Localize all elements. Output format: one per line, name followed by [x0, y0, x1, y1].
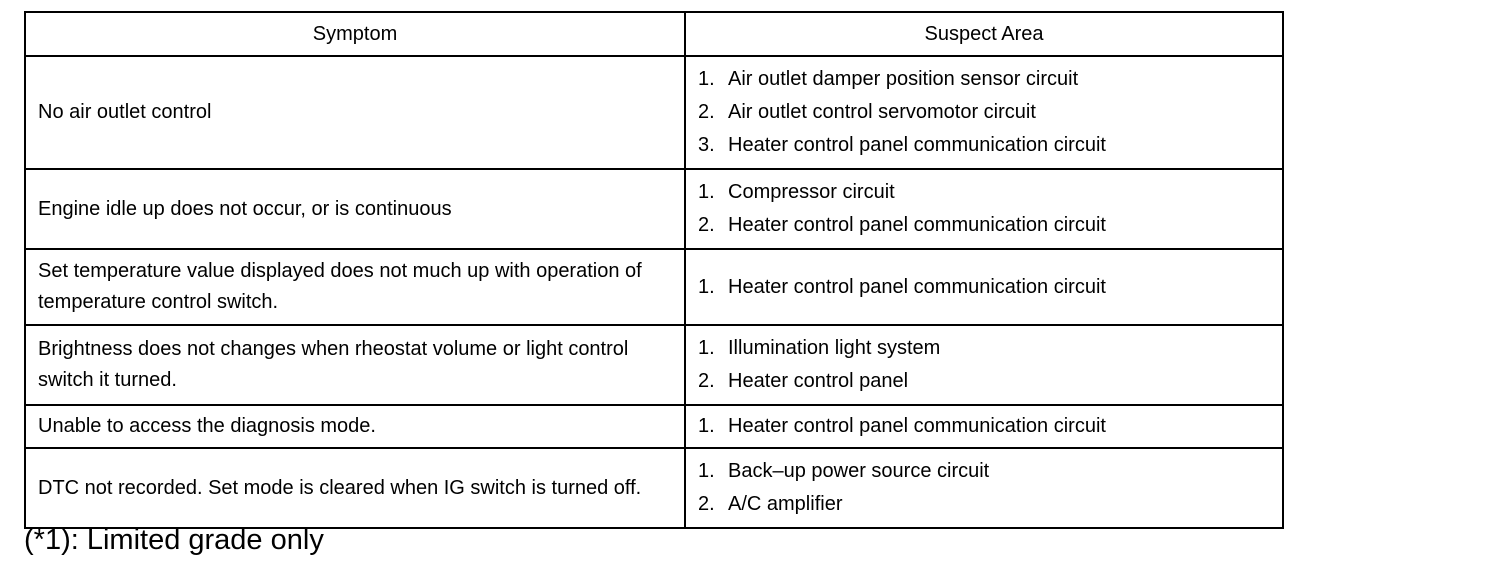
symptom-cell: [25, 405, 685, 448]
item-text: Back–up power source circuit: [728, 460, 990, 482]
table-row: [25, 405, 1283, 448]
table-header-row: [25, 12, 1283, 56]
list-item: [698, 271, 1270, 304]
item-number: 1.: [698, 275, 715, 298]
item-number: 2.: [698, 214, 715, 236]
header-symptom: Symptom: [25, 12, 685, 56]
item-text: Heater control panel communication circuit: [728, 134, 1106, 156]
list-item: [698, 455, 1270, 488]
item-text: A/C amplifier: [728, 493, 843, 515]
item-number: 2.: [698, 493, 715, 515]
table-row: [25, 325, 1283, 405]
suspect-list: [698, 326, 1270, 404]
suspect-area-cell: [685, 56, 1283, 169]
symptom-cell: [25, 249, 685, 325]
item-text: Air outlet control servomotor circuit: [728, 101, 1036, 123]
list-item: [698, 176, 1270, 209]
list-item: [698, 129, 1270, 162]
item-number: 1.: [698, 181, 715, 203]
item-number: 1.: [698, 460, 715, 482]
suspect-area-cell: [685, 405, 1283, 448]
item-number: 1.: [698, 415, 715, 437]
suspect-list: [698, 449, 1270, 527]
symptom-text: DTC not recorded. Set mode is cleared when IG switch is turned off.: [38, 476, 642, 499]
symptom-cell: [25, 448, 685, 528]
footnote: (*1): Limited grade only: [24, 524, 324, 556]
list-item: [698, 410, 1270, 443]
list-item: [698, 488, 1270, 521]
item-text: Heater control panel communication circuit: [728, 275, 1106, 298]
symptom-text: Set temperature value displayed does not much up with operation of temperature control switch.: [38, 260, 642, 313]
header-suspect-area: Suspect Area: [685, 12, 1283, 56]
table-row: [25, 169, 1283, 249]
list-item: [698, 96, 1270, 129]
item-number: 1.: [698, 337, 715, 359]
suspect-list: [698, 410, 1270, 443]
symptom-table: [24, 11, 1284, 529]
suspect-area-cell: [685, 249, 1283, 325]
list-item: [698, 63, 1270, 96]
symptom-cell: [25, 325, 685, 405]
suspect-area-cell: [685, 448, 1283, 528]
item-text: Air outlet damper position sensor circuit: [728, 68, 1079, 90]
suspect-list: [698, 265, 1270, 310]
symptom-text: No air outlet control: [38, 101, 212, 123]
table-row: [25, 448, 1283, 528]
list-item: [698, 332, 1270, 365]
item-text: Heater control panel communication circuit: [728, 415, 1106, 437]
item-number: 2.: [698, 101, 715, 123]
symptom-text: Engine idle up does not occur, or is continuous: [38, 197, 452, 220]
symptom-cell: [25, 169, 685, 249]
suspect-area-cell: [685, 325, 1283, 405]
table-row: [25, 56, 1283, 169]
list-item: [698, 209, 1270, 242]
symptom-text: Unable to access the diagnosis mode.: [38, 415, 376, 437]
symptom-cell: [25, 56, 685, 169]
symptom-text: Brightness does not changes when rheostat volume or light control switch it turned.: [38, 338, 629, 391]
item-number: 3.: [698, 134, 715, 156]
item-text: Compressor circuit: [728, 181, 895, 203]
item-text: Illumination light system: [728, 337, 941, 359]
item-number: 2.: [698, 370, 715, 392]
item-text: Heater control panel communication circuit: [728, 214, 1106, 236]
suspect-list: [698, 57, 1270, 168]
item-number: 1.: [698, 68, 715, 90]
table-row: [25, 249, 1283, 325]
list-item: [698, 365, 1270, 398]
suspect-list: [698, 170, 1270, 248]
item-text: Heater control panel: [728, 370, 909, 392]
suspect-area-cell: [685, 169, 1283, 249]
